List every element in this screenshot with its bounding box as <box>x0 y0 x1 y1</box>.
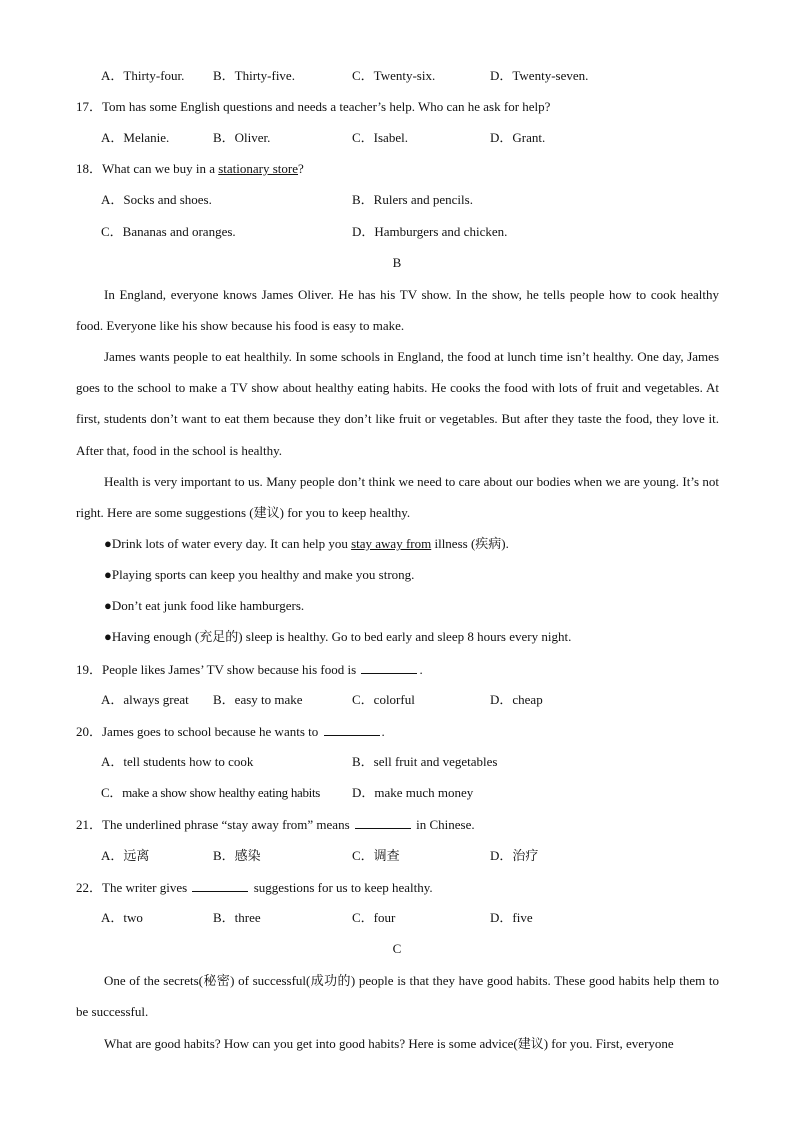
q21-stem: 21．The underlined phrase “stay away from” means in Chinese. <box>76 817 475 832</box>
section-c-paragraph-1: One of the secrets(秘密) of successful(成功的) people is that they have good habits. These good habits help them to be successful. <box>76 973 719 1020</box>
suggestion-bullet-3: ●Don’t eat junk food like hamburgers. <box>104 598 305 613</box>
q17-option-d: D．Grant. <box>490 130 546 145</box>
section-c-heading: C <box>392 941 402 956</box>
q18-option-c: C．Bananas and oranges. <box>101 224 236 239</box>
q18-option-b: B．Rulers and pencils. <box>352 192 473 207</box>
q16-option-d: D．Twenty-seven. <box>490 68 589 83</box>
q21-option-a: A．远离 <box>101 848 150 863</box>
q19-option-c: C．colorful <box>352 692 415 707</box>
answer-blank <box>355 816 411 829</box>
suggestion-bullet-4: ●Having enough (充足的) sleep is healthy. Go to bed early and sleep 8 hours every night. <box>104 629 572 644</box>
q22-option-d: D．five <box>490 910 533 925</box>
q16-option-a: A．Thirty-four. <box>101 68 185 83</box>
section-b-paragraph-2: James wants people to eat healthily. In some schools in England, the food at lunch time isn’t healthy. One day, James goes to the school to make a TV show about healthy eating habits. He cooks the food with lots of fruit and vegetables. At first, students don’t want to eat them because they don’t like fruit or vegetables. But after they taste the food, they love it. After that, food in the school is healthy. <box>76 349 719 458</box>
q22-option-b: B．three <box>213 910 261 925</box>
answer-blank <box>361 661 417 674</box>
q16-option-c: C．Twenty-six. <box>352 68 436 83</box>
suggestion-bullet-1: ●Drink lots of water every day. It can help you stay away from illness (疾病). <box>104 536 509 551</box>
section-c-paragraph-2: What are good habits? How can you get into good habits? Here is some advice(建议) for you. First, everyone <box>104 1036 674 1051</box>
suggestion-bullet-2: ●Playing sports can keep you healthy and make you strong. <box>104 567 415 582</box>
q19-option-d: D．cheap <box>490 692 543 707</box>
q20-option-d: D．make much money <box>352 785 474 800</box>
q19-option-b: B．easy to make <box>213 692 303 707</box>
section-b-paragraph-1: In England, everyone knows James Oliver. He has his TV show. In the show, he tells people how to cook healthy food. Everyone like his show because his food is easy to make. <box>76 287 719 334</box>
q17-option-c: C．Isabel. <box>352 130 408 145</box>
q17-stem: 17．Tom has some English questions and needs a teacher’s help. Who can he ask for help? <box>76 99 551 114</box>
q21-option-d: D．治疗 <box>490 848 539 863</box>
section-b-heading: B <box>392 255 402 270</box>
q21-option-c: C．调查 <box>352 848 400 863</box>
q22-option-c: C．four <box>352 910 396 925</box>
answer-blank <box>192 879 248 892</box>
answer-blank <box>324 723 380 736</box>
section-b-paragraph-3: Health is very important to us. Many people don’t think we need to care about our bodies when we are young. It’s not right. Here are some suggestions (建议) for you to keep healthy. <box>76 474 719 521</box>
q18-option-d: D．Hamburgers and chicken. <box>352 224 508 239</box>
q17-option-a: A．Melanie. <box>101 130 170 145</box>
q18-stem: 18．What can we buy in a stationary store? <box>76 161 304 176</box>
q17-option-b: B．Oliver. <box>213 130 271 145</box>
q20-option-a: A．tell students how to cook <box>101 754 254 769</box>
q20-option-c: C．make a show show healthy eating habits <box>101 785 321 800</box>
q22-stem: 22．The writer gives suggestions for us to keep healthy. <box>76 880 433 895</box>
q20-option-b: B．sell fruit and vegetables <box>352 754 498 769</box>
q22-option-a: A．two <box>101 910 143 925</box>
q20-stem: 20．James goes to school because he wants to . <box>76 724 385 739</box>
q19-stem: 19．People likes James’ TV show because his food is . <box>76 662 423 677</box>
q18-underlined-phrase: stationary store <box>218 161 299 176</box>
q18-option-a: A．Socks and shoes. <box>101 192 212 207</box>
q16-option-b: B．Thirty-five. <box>213 68 295 83</box>
q21-option-b: B．感染 <box>213 848 261 863</box>
stay-away-from-underlined: stay away from <box>351 536 432 551</box>
q19-option-a: A．always great <box>101 692 189 707</box>
